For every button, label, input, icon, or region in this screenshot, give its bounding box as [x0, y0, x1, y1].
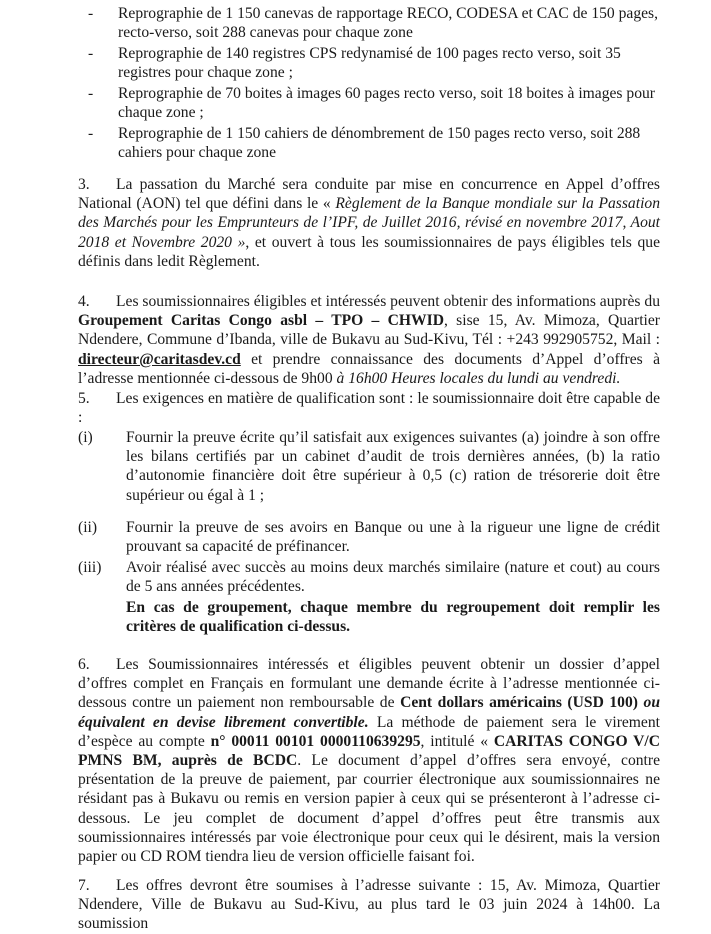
paragraph-text: , et ouvert à tous les soumissionnaires de pays éligibles tels que définis dans ledit Règlement. [78, 233, 661, 270]
bullet-marker: - [88, 125, 94, 142]
paragraph-3 [78, 175, 660, 271]
paragraph-text: Les exigences en matière de qualification sont : le soumissionnaire doit être capable de : [78, 390, 660, 427]
paragraph-text: La passation du Marché sera conduite par mise en concurrence en Appel d’offres National (AON) tel que défini dans le « [78, 176, 660, 213]
email-link[interactable]: directeur@caritasdev.cd [78, 350, 241, 368]
item-numeral: (i) [78, 429, 93, 446]
bullet-marker: - [88, 5, 94, 22]
list-item-text: Reprographie de 140 registres CPS redynamisé de 100 pages recto verso, soit 35 registres pour chaque zone ; [118, 45, 621, 82]
item-text: Fournir la preuve de ses avoirs en Banque ou une à la rigueur une ligne de crédit prouvant sa capacité de préfinancer. [126, 519, 660, 556]
list-item-text: Reprographie de 1 150 canevas de rapportage RECO, CODESA et CAC de 150 pages, recto-verso, soit 288 canevas pour chaque zone [118, 5, 659, 42]
paragraph-number: 7. [78, 877, 90, 894]
paragraph-text: , intitulé « [420, 732, 494, 750]
office-hours: à 16h00 Heures locales du lundi au vendredi. [336, 369, 621, 387]
paragraph-text: et prendre connaissance des documents d’Appel d’offres à l’adresse mentionnée ci-dessous de 9h00 [78, 350, 660, 387]
list-item-text: Reprographie de 1 150 cahiers de dénombrement de 150 pages recto verso, soit 288 cahiers pour chaque zone [118, 125, 641, 162]
item-text: Fournir la preuve écrite qu’il satisfait aux exigences suivantes (a) joindre à son offre les bilans certifiés par un cabinet d’audit de trois dernières années, (b) la ratio d’autonomie financière doit être supérieur à 0,5 (c) ration de trésorerie doit être supérieur ou égal à 1 ; [126, 429, 660, 504]
item-numeral: (ii) [78, 519, 98, 536]
paragraph-6 [78, 655, 660, 866]
paragraph-text: , sise 15, Av. Mimoza, Quartier Ndendere, Commune d’Ibanda, ville de Bukavu au Sud-Kivu, Tél : +243 992905752, Mail : [78, 312, 660, 349]
paragraph-text: . Le document d’appel d’offres sera envoyé, contre présentation de la preuve de paiement, par courrier électronique aux soumissionnaires ne résidant pas à Bukavu ou remis en version papier à ceux qui se présenteront à l’adresse ci-dessous. Le jeu complet de document d’appel d’offres peut être transmis aux soumissionnaires intéressés par voie électronique pour ceux qui le désirent, mais la version papier ou CD ROM tiendra lieu de version officielle faisant foi. [78, 752, 660, 866]
paragraph-4 [78, 292, 660, 388]
fee-equivalent: ou équivalent en devise librement convertible. [78, 694, 660, 731]
paragraph-text: La méthode de paiement sera le virement d’espèce au compte [78, 713, 660, 750]
regulation-reference: Règlement de la Banque mondiale sur la Passation des Marchés pour les Emprunteurs de l’IPF, de Juillet 2016, révisé en novembre 2017, Aout 2018 et Novembre 2020 » [78, 195, 660, 251]
paragraph-number: 6. [78, 656, 90, 673]
paragraph-text: Les soumissionnaires éligibles et intéressés peuvent obtenir des informations auprès du [116, 293, 660, 310]
item-numeral: (iii) [78, 559, 102, 576]
paragraph-number: 5. [78, 390, 90, 407]
fee-amount: Cent dollars américains (USD 100) [400, 694, 638, 712]
bullet-marker: - [88, 85, 94, 102]
paragraph-5 [78, 389, 660, 427]
bullet-marker: - [88, 45, 94, 62]
account-number: n° 00011 00101 0000110639295 [210, 732, 421, 750]
paragraph-text: Les offres devront être soumises à l’adresse suivante : 15, Av. Mimoza, Quartier Ndendere, Ville de Bukavu au Sud-Kivu, au plus tard le 03 juin 2024 à 14h00. La soumission [78, 877, 660, 933]
list-item-text: Reprographie de 70 boites à images 60 pages recto verso, soit 18 boites à images pour chaque zone ; [118, 85, 655, 122]
paragraph-7 [78, 876, 660, 934]
organization-name: Groupement Caritas Congo asbl – TPO – CHWID [78, 312, 444, 330]
paragraph-number: 4. [78, 293, 90, 310]
item-text: Avoir réalisé avec succès au moins deux marchés similaire (nature et cout) au cours de 5 ans années précédentes. [126, 559, 660, 596]
account-holder: CARITAS CONGO V/C PMNS BM, auprès de BCDC [78, 732, 660, 770]
paragraph-text: Les Soumissionnaires intéressés et éligibles peuvent obtenir un dossier d’appel d’offres complet en Français en formulant une demande écrite à l’adresse mentionnée ci-dessous contre un paiement non remboursable de [78, 656, 660, 712]
grouping-note: En cas de groupement, chaque membre du regroupement doit remplir les critères de qualification ci-dessus. [126, 599, 660, 636]
paragraph-number: 3. [78, 176, 90, 193]
